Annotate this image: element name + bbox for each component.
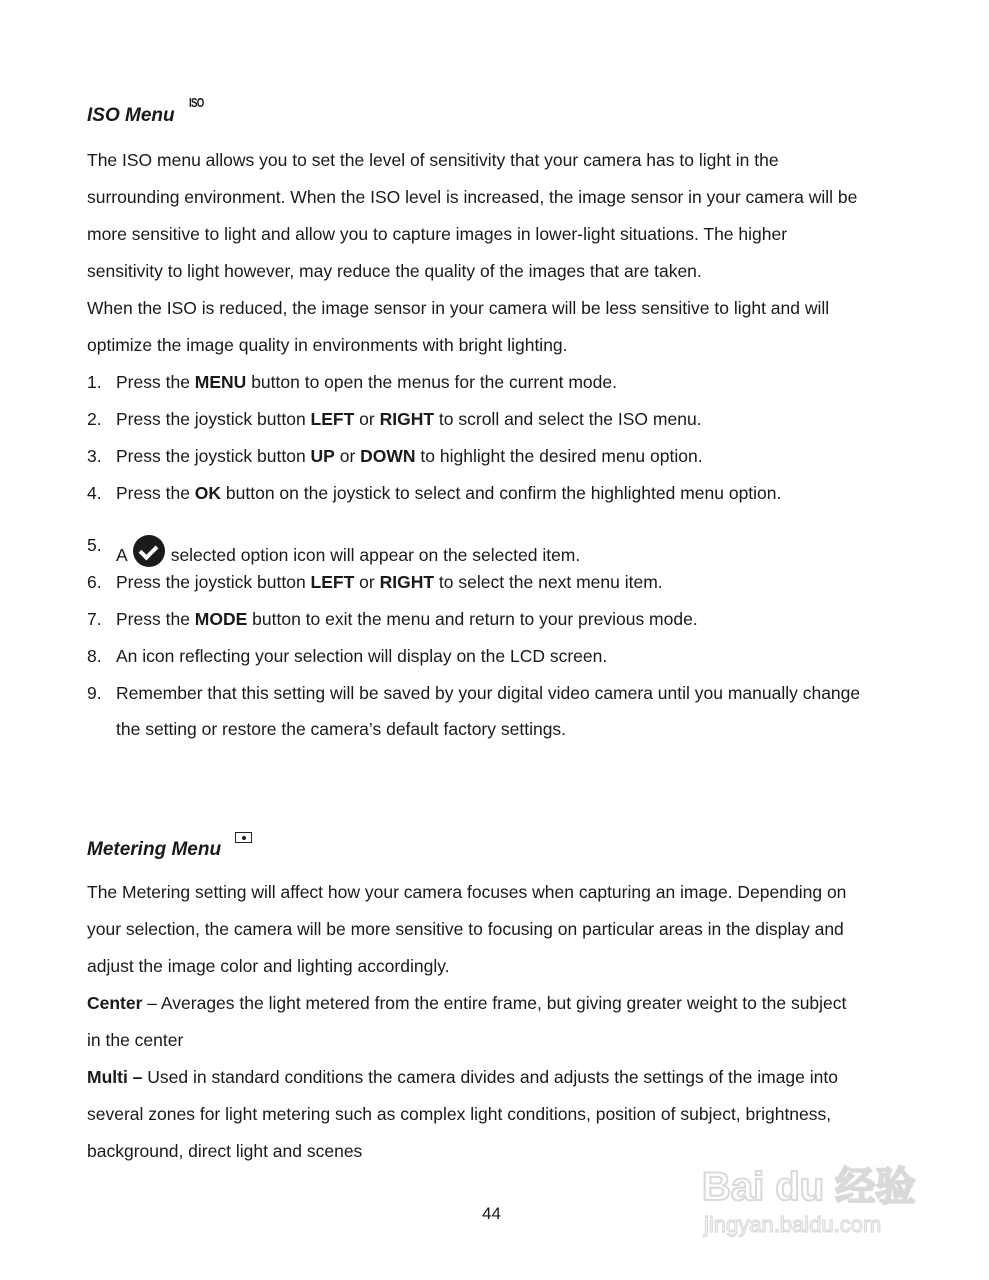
step-number: 3. [87,446,102,466]
step-text: A [116,545,128,565]
iso-para1-line2: surrounding environment. When the ISO level is increased, the image sensor in your camera will be [87,187,858,207]
step-text: or [354,409,380,429]
step-text: button to open the menus for the current mode. [246,372,617,392]
watermark-url: jingyan.baidu.com [704,1212,882,1237]
metering-menu-heading [87,839,252,861]
multi-option-line3: background, direct light and scenes [87,1141,363,1161]
multi-option-line1 [87,1067,838,1087]
step-text: Press the [116,609,195,629]
step-text: or [354,572,380,592]
metering-icon [235,832,252,843]
step-text: Press the joystick button [116,409,311,429]
multi-option-label: Multi – [87,1067,143,1087]
step-key: UP [310,446,335,466]
iso-para1-line1: The ISO menu allows you to set the level of sensitivity that your camera has to light in the [87,150,779,170]
step-key: MENU [194,372,247,392]
metering-intro-line2: your selection, the camera will be more sensitive to focusing on particular areas in the display and [87,919,844,939]
step-text: Press the joystick button [116,446,311,466]
step-number: 2. [87,409,102,429]
step-text: button to exit the menu and return to your previous mode. [247,609,698,629]
step-number: 7. [87,609,102,629]
center-option-label: Center [87,993,143,1013]
iso-icon: ISO [188,95,204,110]
step-text: to scroll and select the ISO menu. [434,409,702,429]
step-text: button on the joystick to select and confirm the highlighted menu option. [221,483,782,503]
step-text: Press the [116,372,195,392]
iso-para2-line2: optimize the image quality in environments with bright lighting. [87,335,568,355]
iso-para2-line1: When the ISO is reduced, the image sensor in your camera will be less sensitive to light and will [87,298,830,318]
step-text: Press the joystick button [116,572,311,592]
step-key: MODE [194,609,248,629]
checkmark-icon [133,535,165,567]
step-key: OK [194,483,222,503]
center-option-line1 [87,993,846,1013]
step-number: 8. [87,646,102,666]
step-key: LEFT [310,572,355,592]
step-key: DOWN [360,446,416,466]
step-number: 5. [87,535,102,555]
center-option-text: – Averages the light metered from the entire frame, but giving greater weight to the subject [142,993,847,1013]
step-text: the setting or restore the camera’s default factory settings. [116,719,567,739]
metering-menu-title: Metering Menu [87,839,222,860]
step-text: An icon reflecting your selection will display on the LCD screen. [116,646,608,666]
step-number: 6. [87,572,102,592]
step-number: 9. [87,683,102,703]
step-number: 1. [87,372,102,392]
baidu-watermark-logo [702,1158,932,1238]
iso-menu-heading [87,95,208,127]
step-text: or [334,446,361,466]
step-text: to select the next menu item. [434,572,663,592]
step-key: RIGHT [379,409,435,429]
iso-para1-line3: more sensitive to light and allow you to capture images in lower-light situations. The higher [87,224,788,244]
step-text: to highlight the desired menu option. [415,446,703,466]
iso-para1-line4: sensitivity to light however, may reduce the quality of the images that are taken. [87,261,702,281]
step-text: Remember that this setting will be saved by your digital video camera until you manually change [116,683,861,703]
step-key: RIGHT [379,572,435,592]
metering-intro-line3: adjust the image color and lighting accordingly. [87,956,450,976]
step-number: 4. [87,483,102,503]
watermark-brand: Bai du 经验 [702,1165,916,1209]
step-text: Press the [116,483,195,503]
metering-intro-line1: The Metering setting will affect how your camera focuses when capturing an image. Depending on [87,882,847,902]
step-key: LEFT [310,409,355,429]
multi-option-text: Used in standard conditions the camera divides and adjusts the settings of the image into [142,1067,838,1087]
step-text: selected option icon will appear on the selected item. [170,545,581,565]
center-option-line2: in the center [87,1030,184,1050]
iso-menu-title: ISO Menu [87,105,175,126]
page-number: 44 [482,1204,501,1223]
multi-option-line2: several zones for light metering such as complex light conditions, position of subject, brightness, [87,1104,832,1124]
